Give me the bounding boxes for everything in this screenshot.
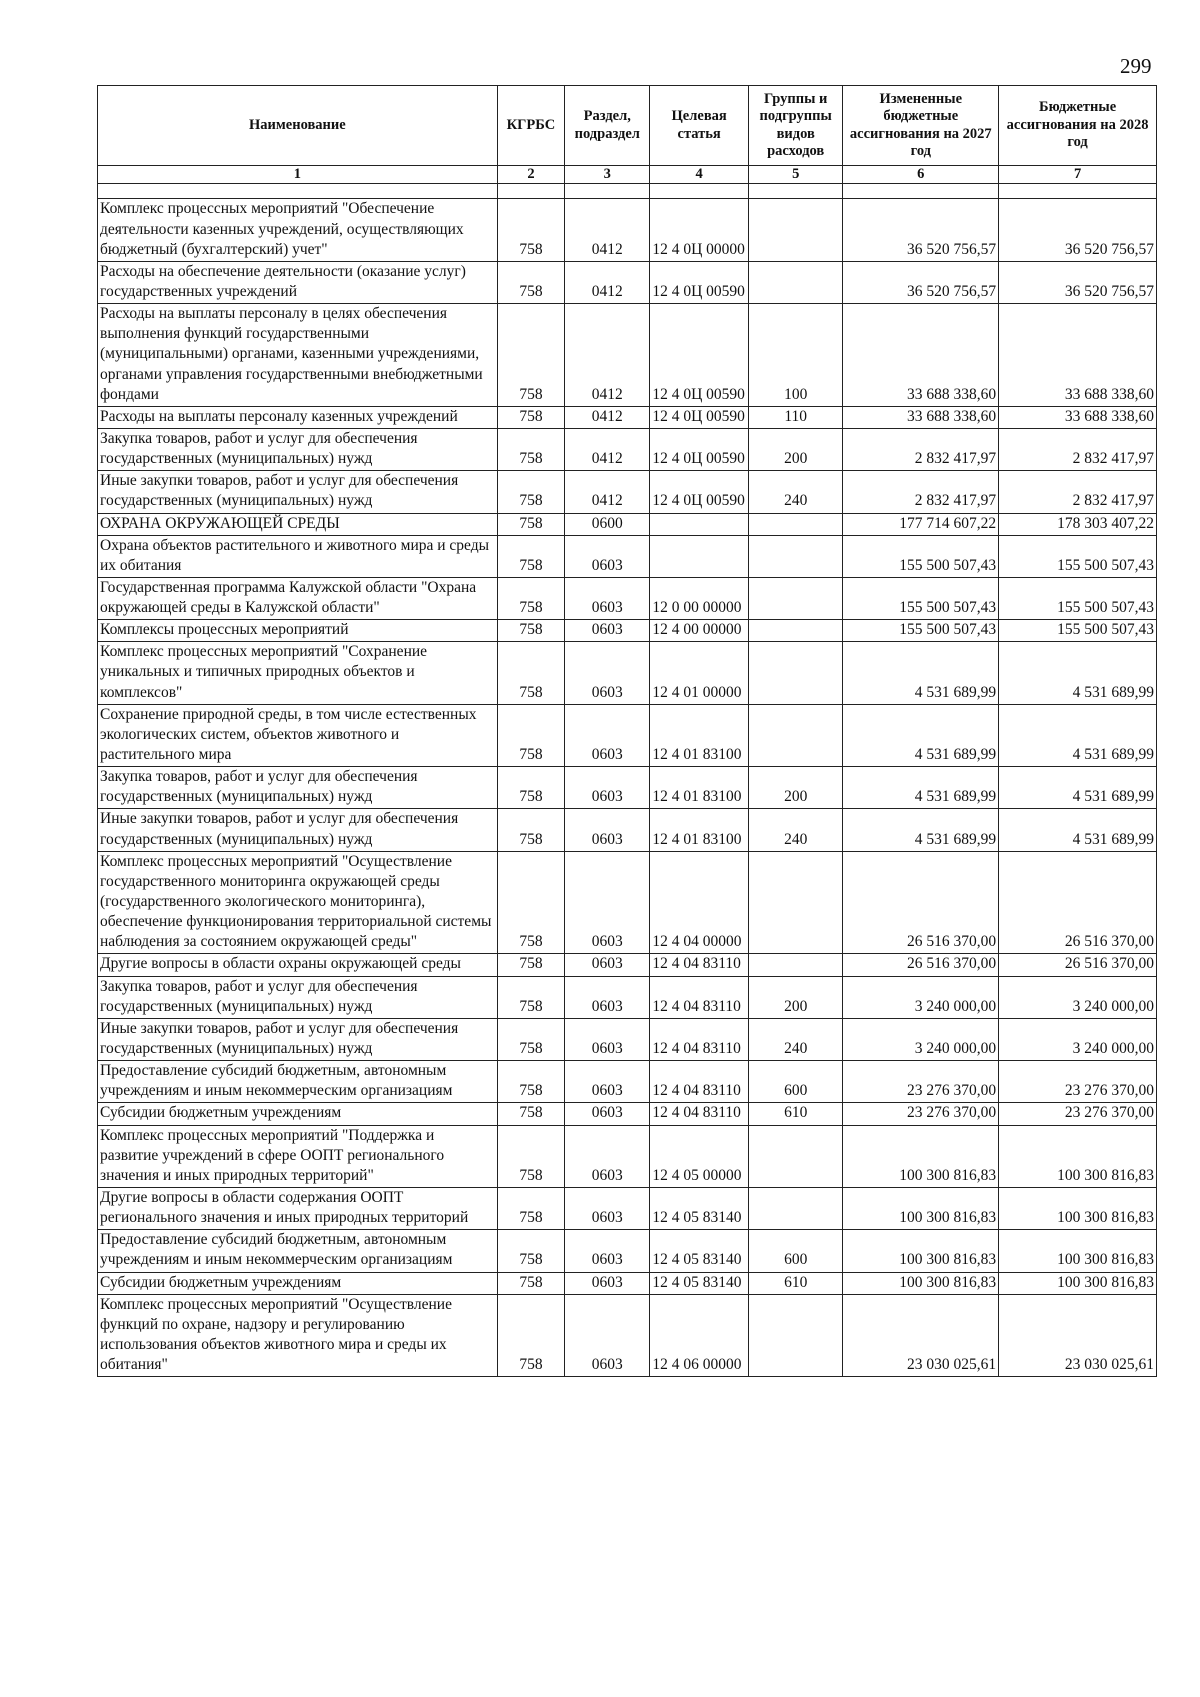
row-section: 0600 bbox=[565, 513, 650, 535]
table-row bbox=[98, 767, 1157, 809]
column-number: 7 bbox=[999, 166, 1157, 184]
table-row bbox=[98, 642, 1157, 704]
row-name: Комплекс процессных мероприятий "Поддержка и развитие учреждений в сфере ООПТ регионального значения и иных природных территорий" bbox=[98, 1125, 498, 1187]
row-target-article: 12 0 00 00000 bbox=[650, 577, 749, 619]
row-section: 0603 bbox=[565, 535, 650, 577]
row-amount-2028: 100 300 816,83 bbox=[999, 1188, 1157, 1230]
row-name: ОХРАНА ОКРУЖАЮЩЕЙ СРЕДЫ bbox=[98, 513, 498, 535]
table-body bbox=[98, 184, 1157, 1377]
column-number-row bbox=[98, 166, 1157, 184]
row-amount-2028: 155 500 507,43 bbox=[999, 535, 1157, 577]
row-amount-2027: 3 240 000,00 bbox=[843, 976, 999, 1018]
row-kgrbs: 758 bbox=[497, 1125, 564, 1187]
header-row bbox=[98, 86, 1157, 166]
row-kgrbs: 758 bbox=[497, 642, 564, 704]
row-amount-2027: 177 714 607,22 bbox=[843, 513, 999, 535]
row-expense-type: 200 bbox=[748, 428, 842, 470]
row-amount-2028: 4 531 689,99 bbox=[999, 642, 1157, 704]
row-amount-2028: 4 531 689,99 bbox=[999, 704, 1157, 766]
row-expense-type bbox=[748, 1188, 842, 1230]
row-section: 0603 bbox=[565, 976, 650, 1018]
row-amount-2027: 33 688 338,60 bbox=[843, 304, 999, 407]
row-name: Закупка товаров, работ и услуг для обеспечения государственных (муниципальных) нужд bbox=[98, 767, 498, 809]
row-target-article: 12 4 0Ц 00590 bbox=[650, 428, 749, 470]
row-expense-type: 240 bbox=[748, 1018, 842, 1060]
row-amount-2027: 2 832 417,97 bbox=[843, 471, 999, 513]
row-expense-type: 100 bbox=[748, 304, 842, 407]
header-allocations-2028: Бюджетные ассигнования на 2028 год bbox=[999, 86, 1157, 166]
row-amount-2028: 23 276 370,00 bbox=[999, 1103, 1157, 1125]
row-amount-2027: 23 276 370,00 bbox=[843, 1103, 999, 1125]
row-amount-2027: 26 516 370,00 bbox=[843, 954, 999, 976]
row-expense-type bbox=[748, 1125, 842, 1187]
row-expense-type: 610 bbox=[748, 1103, 842, 1125]
row-amount-2028: 33 688 338,60 bbox=[999, 304, 1157, 407]
row-name: Комплексы процессных мероприятий bbox=[98, 620, 498, 642]
row-target-article: 12 4 04 00000 bbox=[650, 851, 749, 954]
row-target-article: 12 4 01 83100 bbox=[650, 704, 749, 766]
row-amount-2027: 36 520 756,57 bbox=[843, 199, 999, 261]
row-amount-2027: 4 531 689,99 bbox=[843, 704, 999, 766]
row-kgrbs: 758 bbox=[497, 535, 564, 577]
row-name: Другие вопросы в области охраны окружающей среды bbox=[98, 954, 498, 976]
row-section: 0603 bbox=[565, 620, 650, 642]
row-target-article: 12 4 00 00000 bbox=[650, 620, 749, 642]
row-target-article bbox=[650, 535, 749, 577]
row-amount-2027: 23 030 025,61 bbox=[843, 1294, 999, 1377]
row-amount-2028: 36 520 756,57 bbox=[999, 261, 1157, 303]
row-expense-type bbox=[748, 954, 842, 976]
row-amount-2028: 2 832 417,97 bbox=[999, 471, 1157, 513]
row-expense-type bbox=[748, 704, 842, 766]
table-row bbox=[98, 1061, 1157, 1103]
row-expense-type bbox=[748, 577, 842, 619]
row-expense-type bbox=[748, 535, 842, 577]
table-row bbox=[98, 1294, 1157, 1377]
row-target-article: 12 4 01 00000 bbox=[650, 642, 749, 704]
row-expense-type bbox=[748, 261, 842, 303]
table-row bbox=[98, 954, 1157, 976]
row-target-article: 12 4 05 00000 bbox=[650, 1125, 749, 1187]
row-amount-2027: 100 300 816,83 bbox=[843, 1272, 999, 1294]
row-amount-2027: 36 520 756,57 bbox=[843, 261, 999, 303]
table-row bbox=[98, 406, 1157, 428]
row-kgrbs: 758 bbox=[497, 1018, 564, 1060]
row-name: Предоставление субсидий бюджетным, автономным учреждениям и иным некоммерческим организациям bbox=[98, 1061, 498, 1103]
row-section: 0412 bbox=[565, 406, 650, 428]
row-kgrbs: 758 bbox=[497, 1272, 564, 1294]
row-expense-type bbox=[748, 851, 842, 954]
row-name: Расходы на выплаты персоналу в целях обеспечения выполнения функций государственными (муниципальными) органами, казенными учреждениями, органами управления государственными внебюджетными фондами bbox=[98, 304, 498, 407]
budget-table bbox=[97, 85, 1157, 1377]
header-section: Раздел, подраздел bbox=[565, 86, 650, 166]
row-amount-2027: 4 531 689,99 bbox=[843, 809, 999, 851]
row-target-article: 12 4 04 83110 bbox=[650, 1018, 749, 1060]
row-amount-2028: 3 240 000,00 bbox=[999, 1018, 1157, 1060]
row-name: Комплекс процессных мероприятий "Обеспечение деятельности казенных учреждений, осуществляющих бюджетный (бухгалтерский) учет" bbox=[98, 199, 498, 261]
row-target-article: 12 4 04 83110 bbox=[650, 954, 749, 976]
header-kgrbs: КГРБС bbox=[497, 86, 564, 166]
row-kgrbs: 758 bbox=[497, 428, 564, 470]
column-number: 4 bbox=[650, 166, 749, 184]
row-target-article: 12 4 05 83140 bbox=[650, 1272, 749, 1294]
row-amount-2028: 23 030 025,61 bbox=[999, 1294, 1157, 1377]
row-section: 0603 bbox=[565, 1018, 650, 1060]
row-kgrbs: 758 bbox=[497, 1103, 564, 1125]
row-section: 0603 bbox=[565, 809, 650, 851]
row-section: 0603 bbox=[565, 642, 650, 704]
row-target-article: 12 4 0Ц 00590 bbox=[650, 471, 749, 513]
row-amount-2028: 155 500 507,43 bbox=[999, 620, 1157, 642]
row-amount-2027: 155 500 507,43 bbox=[843, 577, 999, 619]
row-kgrbs: 758 bbox=[497, 513, 564, 535]
row-name: Расходы на выплаты персоналу казенных учреждений bbox=[98, 406, 498, 428]
row-kgrbs: 758 bbox=[497, 406, 564, 428]
row-amount-2028: 100 300 816,83 bbox=[999, 1230, 1157, 1272]
table-row bbox=[98, 1125, 1157, 1187]
row-expense-type: 200 bbox=[748, 767, 842, 809]
row-name: Комплекс процессных мероприятий "Сохранение уникальных и типичных природных объектов и комплексов" bbox=[98, 642, 498, 704]
table-row bbox=[98, 1272, 1157, 1294]
row-kgrbs: 758 bbox=[497, 304, 564, 407]
row-amount-2027: 155 500 507,43 bbox=[843, 535, 999, 577]
row-kgrbs: 758 bbox=[497, 577, 564, 619]
row-name: Субсидии бюджетным учреждениям bbox=[98, 1103, 498, 1125]
row-kgrbs: 758 bbox=[497, 471, 564, 513]
row-amount-2028: 100 300 816,83 bbox=[999, 1272, 1157, 1294]
row-target-article: 12 4 04 83110 bbox=[650, 1061, 749, 1103]
row-name: Расходы на обеспечение деятельности (оказание услуг) государственных учреждений bbox=[98, 261, 498, 303]
column-number: 2 bbox=[497, 166, 564, 184]
row-expense-type bbox=[748, 642, 842, 704]
row-expense-type: 600 bbox=[748, 1230, 842, 1272]
row-name: Иные закупки товаров, работ и услуг для обеспечения государственных (муниципальных) нужд bbox=[98, 471, 498, 513]
row-target-article: 12 4 04 83110 bbox=[650, 976, 749, 1018]
row-kgrbs: 758 bbox=[497, 1230, 564, 1272]
row-target-article bbox=[650, 513, 749, 535]
row-section: 0603 bbox=[565, 1230, 650, 1272]
row-name: Сохранение природной среды, в том числе естественных экологических систем, объектов животного и растительного мира bbox=[98, 704, 498, 766]
row-amount-2028: 3 240 000,00 bbox=[999, 976, 1157, 1018]
row-name: Субсидии бюджетным учреждениям bbox=[98, 1272, 498, 1294]
column-number: 6 bbox=[843, 166, 999, 184]
page-number: 299 bbox=[1120, 54, 1152, 78]
row-amount-2028: 100 300 816,83 bbox=[999, 1125, 1157, 1187]
row-expense-type: 240 bbox=[748, 471, 842, 513]
row-amount-2027: 23 276 370,00 bbox=[843, 1061, 999, 1103]
row-kgrbs: 758 bbox=[497, 767, 564, 809]
header-allocations-2027: Измененные бюджетные ассигнования на 2027 год bbox=[843, 86, 999, 166]
row-target-article: 12 4 05 83140 bbox=[650, 1188, 749, 1230]
row-expense-type: 610 bbox=[748, 1272, 842, 1294]
row-section: 0603 bbox=[565, 704, 650, 766]
header-name: Наименование bbox=[98, 86, 498, 166]
header-expense-group: Группы и подгруппы видов расходов bbox=[748, 86, 842, 166]
table-row bbox=[98, 428, 1157, 470]
row-name: Предоставление субсидий бюджетным, автономным учреждениям и иным некоммерческим организациям bbox=[98, 1230, 498, 1272]
row-amount-2028: 26 516 370,00 bbox=[999, 851, 1157, 954]
row-kgrbs: 758 bbox=[497, 199, 564, 261]
row-amount-2027: 26 516 370,00 bbox=[843, 851, 999, 954]
row-section: 0603 bbox=[565, 577, 650, 619]
row-section: 0603 bbox=[565, 1272, 650, 1294]
row-section: 0603 bbox=[565, 1061, 650, 1103]
row-amount-2027: 4 531 689,99 bbox=[843, 642, 999, 704]
row-kgrbs: 758 bbox=[497, 1294, 564, 1377]
row-kgrbs: 758 bbox=[497, 704, 564, 766]
row-kgrbs: 758 bbox=[497, 851, 564, 954]
row-amount-2028: 178 303 407,22 bbox=[999, 513, 1157, 535]
row-name: Другие вопросы в области содержания ООПТ регионального значения и иных природных территорий bbox=[98, 1188, 498, 1230]
table-row bbox=[98, 199, 1157, 261]
row-expense-type bbox=[748, 620, 842, 642]
row-amount-2027: 100 300 816,83 bbox=[843, 1125, 999, 1187]
table-row bbox=[98, 976, 1157, 1018]
row-name: Закупка товаров, работ и услуг для обеспечения государственных (муниципальных) нужд bbox=[98, 428, 498, 470]
table-row bbox=[98, 1103, 1157, 1125]
row-name: Закупка товаров, работ и услуг для обеспечения государственных (муниципальных) нужд bbox=[98, 976, 498, 1018]
row-amount-2027: 100 300 816,83 bbox=[843, 1188, 999, 1230]
row-expense-type: 240 bbox=[748, 809, 842, 851]
table-row bbox=[98, 471, 1157, 513]
row-name: Охрана объектов растительного и животного мира и среды их обитания bbox=[98, 535, 498, 577]
row-amount-2028: 4 531 689,99 bbox=[999, 809, 1157, 851]
row-target-article: 12 4 0Ц 00590 bbox=[650, 304, 749, 407]
table-row bbox=[98, 261, 1157, 303]
row-amount-2027: 2 832 417,97 bbox=[843, 428, 999, 470]
row-amount-2028: 155 500 507,43 bbox=[999, 577, 1157, 619]
row-target-article: 12 4 04 83110 bbox=[650, 1103, 749, 1125]
row-section: 0603 bbox=[565, 954, 650, 976]
row-kgrbs: 758 bbox=[497, 954, 564, 976]
table-row bbox=[98, 577, 1157, 619]
spacer-row bbox=[98, 184, 1157, 199]
table-row bbox=[98, 809, 1157, 851]
row-amount-2027: 155 500 507,43 bbox=[843, 620, 999, 642]
row-name: Государственная программа Калужской области "Охрана окружающей среды в Калужской области" bbox=[98, 577, 498, 619]
row-name: Комплекс процессных мероприятий "Осуществление государственного мониторинга окружающей среды (государственного экологического мониторинга), обеспечение функционирования территориальной системы наблюдения за состоянием окружающей среды" bbox=[98, 851, 498, 954]
row-section: 0412 bbox=[565, 471, 650, 513]
table-row bbox=[98, 620, 1157, 642]
table-row bbox=[98, 1230, 1157, 1272]
row-expense-type: 200 bbox=[748, 976, 842, 1018]
row-expense-type: 600 bbox=[748, 1061, 842, 1103]
row-kgrbs: 758 bbox=[497, 620, 564, 642]
row-section: 0603 bbox=[565, 851, 650, 954]
row-amount-2027: 100 300 816,83 bbox=[843, 1230, 999, 1272]
row-target-article: 12 4 01 83100 bbox=[650, 809, 749, 851]
row-expense-type bbox=[748, 513, 842, 535]
row-name: Иные закупки товаров, работ и услуг для обеспечения государственных (муниципальных) нужд bbox=[98, 809, 498, 851]
row-expense-type: 110 bbox=[748, 406, 842, 428]
table-row bbox=[98, 304, 1157, 407]
row-kgrbs: 758 bbox=[497, 261, 564, 303]
column-number: 5 bbox=[748, 166, 842, 184]
column-number: 1 bbox=[98, 166, 498, 184]
row-amount-2028: 4 531 689,99 bbox=[999, 767, 1157, 809]
table-row bbox=[98, 704, 1157, 766]
row-target-article: 12 4 01 83100 bbox=[650, 767, 749, 809]
row-amount-2028: 2 832 417,97 bbox=[999, 428, 1157, 470]
row-amount-2027: 4 531 689,99 bbox=[843, 767, 999, 809]
row-expense-type bbox=[748, 1294, 842, 1377]
column-number: 3 bbox=[565, 166, 650, 184]
row-kgrbs: 758 bbox=[497, 809, 564, 851]
row-section: 0412 bbox=[565, 199, 650, 261]
row-name: Иные закупки товаров, работ и услуг для обеспечения государственных (муниципальных) нужд bbox=[98, 1018, 498, 1060]
table-row bbox=[98, 1018, 1157, 1060]
row-amount-2028: 36 520 756,57 bbox=[999, 199, 1157, 261]
row-section: 0603 bbox=[565, 767, 650, 809]
row-amount-2027: 33 688 338,60 bbox=[843, 406, 999, 428]
row-name: Комплекс процессных мероприятий "Осуществление функций по охране, надзору и регулированию использования объектов животного мира и среды их обитания" bbox=[98, 1294, 498, 1377]
row-target-article: 12 4 0Ц 00590 bbox=[650, 261, 749, 303]
table-row bbox=[98, 851, 1157, 954]
row-section: 0603 bbox=[565, 1103, 650, 1125]
row-expense-type bbox=[748, 199, 842, 261]
row-kgrbs: 758 bbox=[497, 1188, 564, 1230]
row-section: 0412 bbox=[565, 428, 650, 470]
table-row bbox=[98, 513, 1157, 535]
table-row bbox=[98, 1188, 1157, 1230]
row-target-article: 12 4 06 00000 bbox=[650, 1294, 749, 1377]
row-section: 0412 bbox=[565, 304, 650, 407]
header-target-article: Целевая статья bbox=[650, 86, 749, 166]
row-section: 0412 bbox=[565, 261, 650, 303]
row-kgrbs: 758 bbox=[497, 976, 564, 1018]
row-amount-2028: 23 276 370,00 bbox=[999, 1061, 1157, 1103]
row-target-article: 12 4 0Ц 00590 bbox=[650, 406, 749, 428]
row-amount-2028: 33 688 338,60 bbox=[999, 406, 1157, 428]
row-kgrbs: 758 bbox=[497, 1061, 564, 1103]
row-section: 0603 bbox=[565, 1294, 650, 1377]
row-amount-2028: 26 516 370,00 bbox=[999, 954, 1157, 976]
row-section: 0603 bbox=[565, 1125, 650, 1187]
row-section: 0603 bbox=[565, 1188, 650, 1230]
row-target-article: 12 4 0Ц 00000 bbox=[650, 199, 749, 261]
row-amount-2027: 3 240 000,00 bbox=[843, 1018, 999, 1060]
table-row bbox=[98, 535, 1157, 577]
row-target-article: 12 4 05 83140 bbox=[650, 1230, 749, 1272]
